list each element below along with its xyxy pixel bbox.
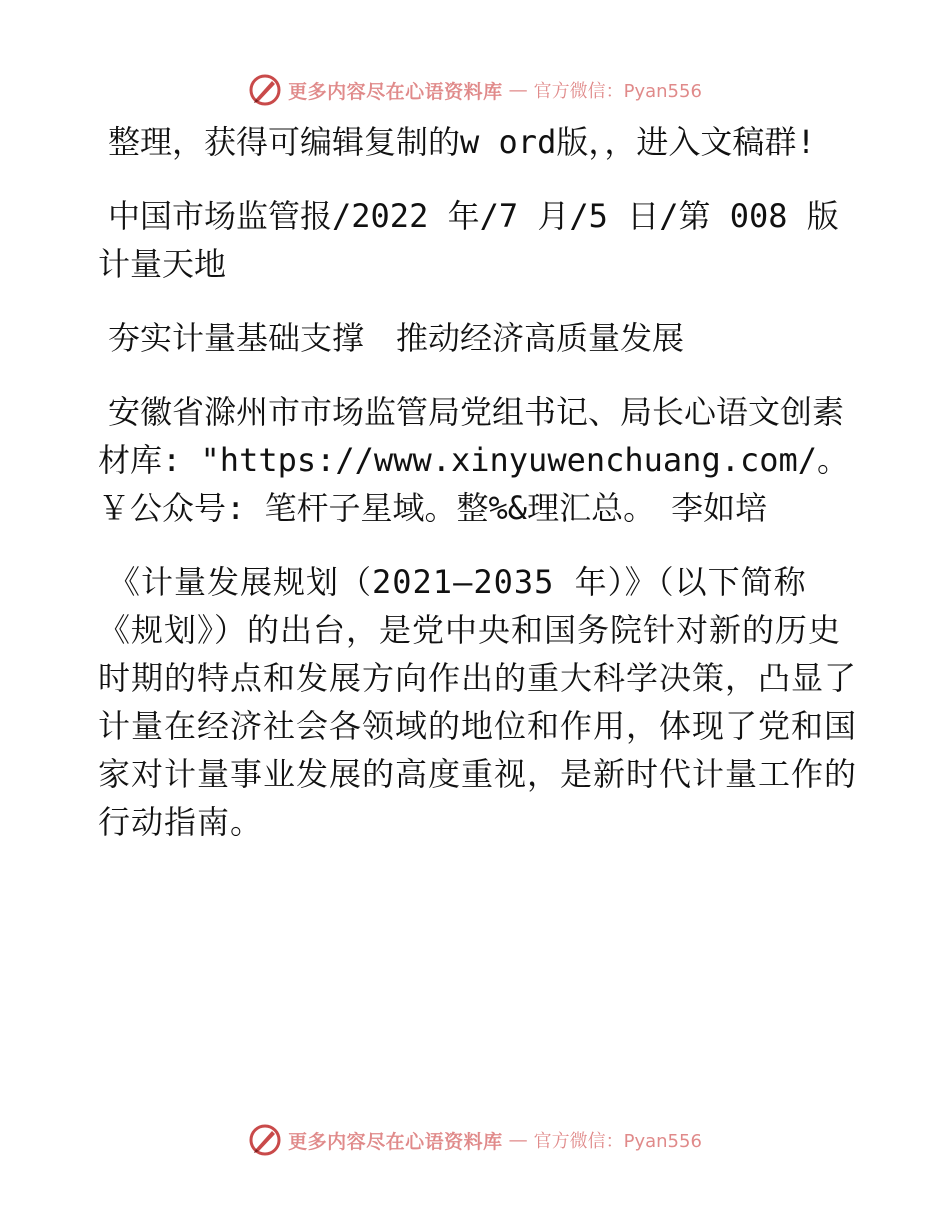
header-watermark xyxy=(0,70,950,110)
footer-banner-text: 更多内容尽在心语资料库 xyxy=(288,1130,503,1153)
footer-banner-wechat: 官方微信：Pyan556 xyxy=(533,1131,702,1152)
intro-paragraph: 整理，获得可编辑复制的w ord版，，进入文稿群! xyxy=(108,123,816,161)
source-line: 中国市场监管报/2022 年/7 月/5 日/第 008 版计量天地 xyxy=(98,197,839,283)
document-body xyxy=(98,118,858,872)
article-title: 夯实计量基础支撑 推动经济高质量发展 xyxy=(108,319,685,357)
author-line: 安徽省滁州市市场监管局党组书记、局长心语文创素材库: "https://www.xinyuwenchuang.com/。￥公众号: 笔杆子星域。整%&理汇总。 李如培 xyxy=(98,393,850,527)
body-paragraph: 《计量发展规划（2021—2035 年）》（以下简称《规划》）的出台，是党中央和国务院针对新的历史时期的特点和发展方向作出的重大科学决策，凸显了计量在经济社会各领域的地位和作用，体现了党和国家对计量事业发展的高度重视，是新时代计量工作的行动指南。 xyxy=(98,563,858,841)
header-banner-text: 更多内容尽在心语资料库 xyxy=(288,80,503,103)
header-banner-wechat: 官方微信：Pyan556 xyxy=(533,81,702,102)
footer-banner-separator: — xyxy=(508,1129,528,1151)
header-banner-separator: — xyxy=(508,79,528,101)
quill-logo-icon xyxy=(248,73,282,107)
footer-watermark xyxy=(0,1120,950,1160)
quill-logo-icon xyxy=(248,1123,282,1157)
